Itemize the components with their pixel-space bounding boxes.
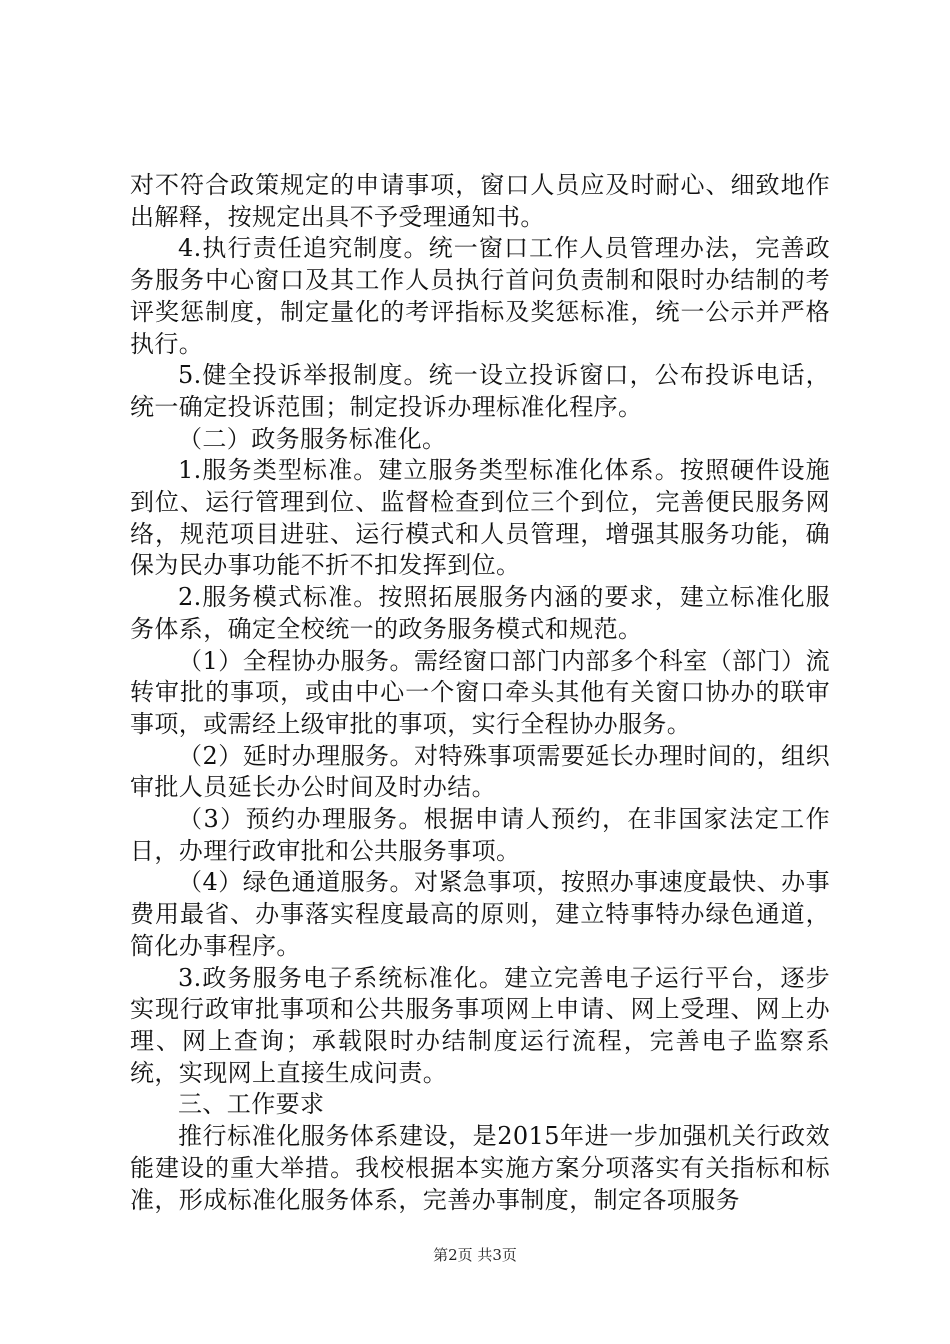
paragraph-item-4: 4.执行责任追究制度。统一窗口工作人员管理办法，完善政务服务中心窗口及其工作人员执行首问负责制和限时办结制的考评奖惩制度，制定量化的考评指标及奖惩标准，统一公示并严格执行。 — [130, 234, 830, 358]
paragraph-subitem-2: （2）延时办理服务。对特殊事项需要延长办理时间的，组织审批人员延长办公时间及时办结。 — [130, 741, 830, 802]
section-heading-2: （二）政务服务标准化。 — [178, 424, 447, 453]
paragraph-subitem-3: （3）预约办理服务。根据申请人预约，在非国家法定工作日，办理行政审批和公共服务事项。 — [130, 805, 830, 865]
paragraph-item-2: 2.服务模式标准。按照拓展服务内涵的要求，建立标准化服务体系，确定全校统一的政务服务模式和规范。 — [130, 583, 830, 643]
paragraph-continuation: 对不符合政策规定的申请事项，窗口人员应及时耐心、细致地作出解释，按规定出具不予受理通知书。 — [130, 171, 830, 231]
paragraph-subitem-1: （1）全程协办服务。需经窗口部门内部多个科室（部门）流转审批的事项，或由中心一个窗口牵头其他有关窗口协办的联审事项，或需经上级审批的事项，实行全程协办服务。 — [130, 646, 830, 738]
page-number-footer: 第2页 共3页 — [433, 1246, 517, 1264]
paragraph-item-3: 3.政务服务电子系统标准化。建立完善电子运行平台，逐步实现行政审批事项和公共服务事项网上申请、网上受理、网上办理、网上查询；承载限时办结制度运行流程，完善电子监察系统，实现网上直接生成问责。 — [130, 963, 830, 1087]
section-heading-3: 三、工作要求 — [178, 1090, 325, 1119]
paragraph-subitem-4: （4）绿色通道服务。对紧急事项，按照办事速度最快、办事费用最省、办事落实程度最高的原则，建立特事特办绿色通道，简化办事程序。 — [130, 868, 830, 960]
document-body — [130, 170, 830, 1216]
paragraph-item-5: 5.健全投诉举报制度。统一设立投诉窗口，公布投诉电话，统一确定投诉范围；制定投诉办理标准化程序。 — [130, 361, 830, 421]
paragraph-item-1: 1.服务类型标准。建立服务类型标准化体系。按照硬件设施到位、运行管理到位、监督检查到位三个到位，完善便民服务网络，规范项目进驻、运行模式和人员管理，增强其服务功能，确保为民办事功能不折不扣发挥到位。 — [130, 456, 830, 580]
paragraph-work-requirements: 推行标准化服务体系建设，是2015年进一步加强机关行政效能建设的重大举措。我校根据本实施方案分项落实有关指标和标准，形成标准化服务体系，完善办事制度，制定各项服务 — [130, 1122, 830, 1214]
